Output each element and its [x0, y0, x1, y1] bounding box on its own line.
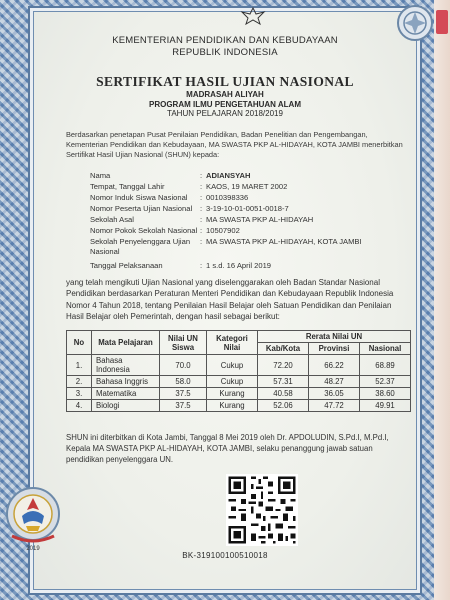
- tut-wuri-handayani-logo-icon: [4, 484, 62, 554]
- field-label: Nama: [90, 171, 111, 180]
- row-subject: Bahasa Indonesia: [92, 355, 160, 376]
- field-row: Tanggal Pelaksanaan : 1 s.d. 16 April 2019: [90, 261, 272, 270]
- field-value: 0010398336: [206, 193, 249, 202]
- field-label: Tanggal Pelaksanaan: [90, 261, 163, 270]
- program-heading: [30, 90, 420, 110]
- table-header-row: [67, 331, 411, 343]
- ministry-heading: [30, 35, 420, 59]
- certificate-title: SERTIFIKAT HASIL UJIAN NASIONAL: [96, 74, 354, 89]
- field-label: Sekolah Penyelenggara Ujian Nasional: [90, 237, 191, 256]
- row-prov: 48.27: [309, 376, 360, 388]
- field-row: Sekolah Penyelenggara Ujian Nasional : MA SWASTA PKP AL-HIDAYAH, KOTA JAMBI: [90, 237, 362, 256]
- row-score: 37.5: [160, 400, 207, 412]
- ornament-medallion-icon: [396, 4, 434, 42]
- col-nas: Nasional: [360, 343, 411, 355]
- col-category: Kategori Nilai: [207, 331, 258, 355]
- field-row: Nomor Pokok Sekolah Nasional : 10507902: [90, 226, 240, 235]
- col-subject: Mata Pelajaran: [92, 331, 160, 355]
- row-no: 2.: [67, 376, 92, 388]
- row-nas: 68.89: [360, 355, 411, 376]
- field-row: Nomor Induk Siswa Nasional : 0010398336: [90, 193, 249, 202]
- field-label: Tempat, Tanggal Lahir: [90, 182, 165, 191]
- field-value: 10507902: [206, 226, 240, 235]
- qr-code-icon: [226, 474, 298, 546]
- field-label: Nomor Pokok Sekolah Nasional: [90, 226, 198, 235]
- row-subject: Bahasa Inggris: [92, 376, 160, 388]
- row-prov: 47.72: [309, 400, 360, 412]
- intro-paragraph: Berdasarkan penetapan Pusat Penilaian Pendidikan, Badan Penelitian dan Pengembangan, Kementerian Pendidikan dan Kebudayaan, MA SWASTA PKP AL-HIDAYAH, KOTA JAMBI menerbitkan Sertifikat Hasil Ujian Nasional (SHUN) kepada:: [66, 130, 403, 159]
- field-row: Sekolah Asal : MA SWASTA PKP AL-HIDAYAH: [90, 215, 314, 224]
- pink-tab: [436, 10, 448, 34]
- table-row: [67, 388, 411, 400]
- row-kab: 57.31: [258, 376, 309, 388]
- row-subject: Biologi: [92, 400, 160, 412]
- row-category: Kurang: [207, 400, 258, 412]
- statement-paragraph: yang telah mengikuti Ujian Nasional yang diselenggarakan oleh Badan Standar Nasional Pendidikan berdasarkan Peraturan Menteri Pendidikan dan Kebudayaan Republik Indonesia Nomor 4 Tahun 2018, tentang Penilaian Hasil Belajar oleh Satuan Pendidikan dan Penilaian Hasil Belajar oleh Pemerintah, dengan hasil sebagai berikut:: [66, 278, 394, 321]
- field-row: Nomor Peserta Ujian Nasional : 3-19-10-01-0051-0018-7: [90, 204, 289, 213]
- field-label: Nomor Peserta Ujian Nasional: [90, 204, 193, 213]
- col-no: No: [67, 331, 92, 355]
- col-score: Nilai UN Siswa: [160, 331, 207, 355]
- row-kab: 52.06: [258, 400, 309, 412]
- field-value: MA SWASTA PKP AL-HIDAYAH, KOTA JAMBI: [206, 237, 362, 246]
- garuda-emblem-icon: [238, 6, 268, 26]
- ministry-line-2: REPUBLIK INDONESIA: [172, 47, 278, 58]
- background-paper-strip: [434, 0, 450, 600]
- row-score: 70.0: [160, 355, 207, 376]
- field-value: ADIANSYAH: [206, 171, 251, 180]
- ministry-line-1: KEMENTERIAN PENDIDIKAN DAN KEBUDAYAAN: [112, 35, 338, 46]
- row-kab: 72.20: [258, 355, 309, 376]
- row-nas: 38.60: [360, 388, 411, 400]
- field-value: KAOS, 19 MARET 2002: [206, 182, 288, 191]
- col-kab: Kab/Kota: [258, 343, 309, 355]
- row-no: 1.: [67, 355, 92, 376]
- academic-year: TAHUN PELAJARAN 2018/2019: [167, 109, 283, 118]
- row-category: Kurang: [207, 388, 258, 400]
- row-prov: 36.05: [309, 388, 360, 400]
- field-label: Sekolah Asal: [90, 215, 134, 224]
- study-program: PROGRAM ILMU PENGETAHUAN ALAM: [149, 100, 301, 109]
- grades-table: [66, 330, 411, 412]
- row-subject: Matematika: [92, 388, 160, 400]
- col-average: Rerata Nilai UN: [258, 331, 411, 343]
- school-level: MADRASAH ALIYAH: [186, 90, 264, 99]
- serial-number: BK-319100100510018: [182, 551, 268, 560]
- col-prov: Provinsi: [309, 343, 360, 355]
- table-row: [67, 400, 411, 412]
- row-no: 4.: [67, 400, 92, 412]
- certificate-sheet: [28, 6, 422, 595]
- field-row: Tempat, Tanggal Lahir : KAOS, 19 MARET 2002: [90, 182, 288, 191]
- field-value: 3-19-10-01-0051-0018-7: [206, 204, 289, 213]
- row-score: 37.5: [160, 388, 207, 400]
- closing-paragraph: SHUN ini diterbitkan di Kota Jambi, Tanggal 8 Mei 2019 oleh Dr. APDOLUDIN, S.Pd.I, M.Pd.I, Kepala MA SWASTA PKP AL-HIDAYAH, KOTA JAMBI, selaku penanggung jawab satuan pendidikan penyelenggara UN.: [66, 433, 389, 464]
- table-row: [67, 376, 411, 388]
- row-kab: 40.58: [258, 388, 309, 400]
- field-label: Nomor Induk Siswa Nasional: [90, 193, 188, 202]
- row-category: Cukup: [207, 355, 258, 376]
- field-value: MA SWASTA PKP AL-HIDAYAH: [206, 215, 314, 224]
- row-nas: 52.37: [360, 376, 411, 388]
- row-category: Cukup: [207, 376, 258, 388]
- table-row: [67, 355, 411, 376]
- logo-year: 2019: [26, 546, 40, 552]
- row-score: 58.0: [160, 376, 207, 388]
- field-value: 1 s.d. 16 April 2019: [206, 261, 272, 270]
- field-row: Nama : ADIANSYAH: [90, 171, 251, 180]
- row-no: 3.: [67, 388, 92, 400]
- row-prov: 66.22: [309, 355, 360, 376]
- row-nas: 49.91: [360, 400, 411, 412]
